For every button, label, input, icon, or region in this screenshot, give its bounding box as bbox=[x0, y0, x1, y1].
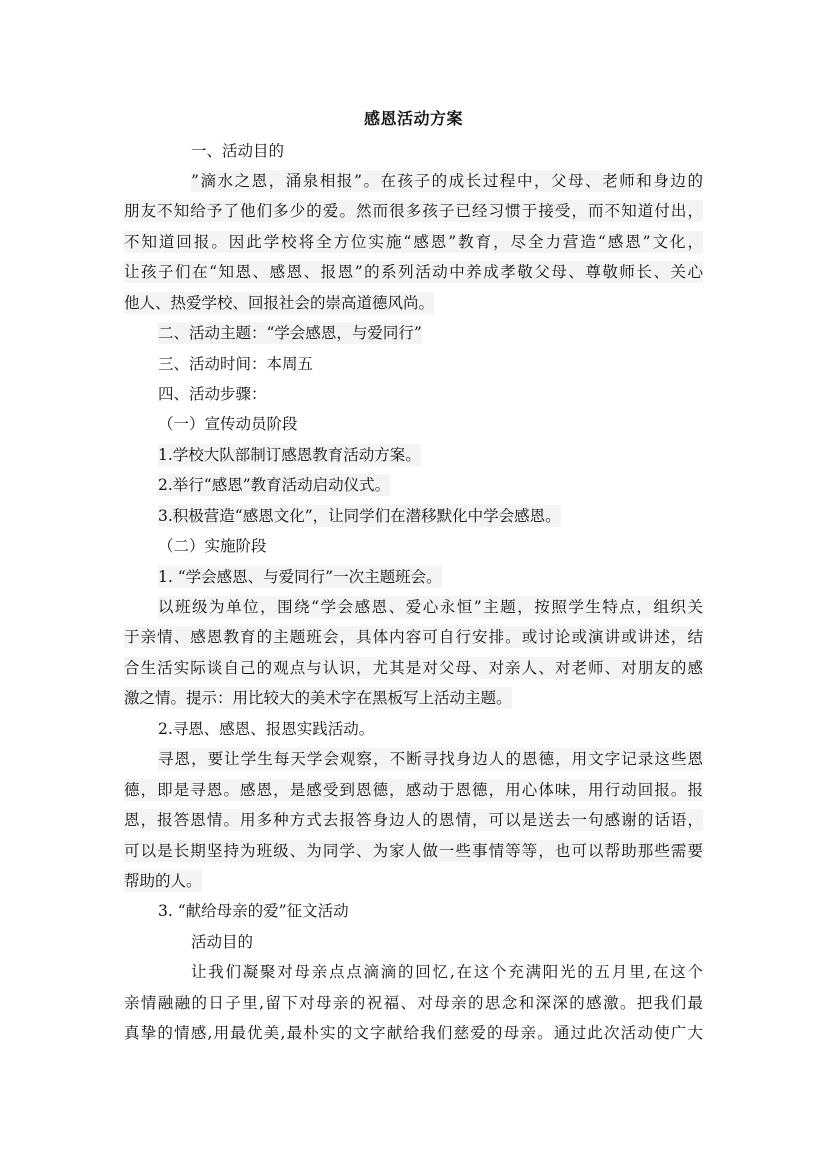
list-item: 2.举行“感恩”教育活动启动仪式。 bbox=[158, 476, 391, 494]
paragraph-line: ”滴水之恩，涌泉相报”。在孩子的成长过程中，父母、老师和身边的 bbox=[191, 172, 703, 190]
list-item: 2.寻恩、感恩、报恩实践活动。 bbox=[158, 720, 375, 738]
document-title: 感恩活动方案 bbox=[363, 109, 463, 128]
paragraph-line: 于亲情、感恩教育的主题班会，具体内容可自行安排。或讨论或演讲或讲述，结 bbox=[124, 628, 703, 646]
list-item: 3.积极营造“感恩文化”，让同学们在潜移默化中学会感恩。 bbox=[158, 507, 561, 525]
list-item: 1.学校大队部制订感恩教育活动方案。 bbox=[158, 446, 421, 464]
phase-heading-implementation: （二）实施阶段 bbox=[158, 537, 267, 555]
paragraph-line: 以班级为单位，围绕“学会感恩、爱心永恒”主题，按照学生特点，组织关 bbox=[158, 598, 703, 616]
paragraph-line: 真挚的情感,用最优美,最朴实的文字献给我们慈爱的母亲。通过此次活动使广大 bbox=[124, 1024, 703, 1042]
paragraph-line: 合生活实际谈自己的观点与认识，尤其是对父母、对亲人、对老师、对朋友的感 bbox=[124, 659, 703, 677]
phase-heading-publicity: （一）宣传动员阶段 bbox=[158, 415, 298, 433]
paragraph-line: 朋友不知给予了他们多少的爱。然而很多孩子已经习惯于接受，而不知道付出， bbox=[124, 202, 703, 220]
paragraph-line: 德，即是寻恩。感恩，是感受到恩德，感动于恩德，用心体味，用行动回报。报 bbox=[124, 781, 703, 799]
subheading-activity-purpose: 活动目的 bbox=[191, 933, 254, 951]
paragraph-line: 让我们凝聚对母亲点点滴滴的回忆,在这个充满阳光的五月里,在这个 bbox=[191, 963, 703, 981]
paragraph-line: 让孩子们在“知恩、感恩、报恩”的系列活动中养成孝敬父母、尊敬师长、关心 bbox=[124, 263, 703, 281]
paragraph-line: 恩，报答恩情。用多种方式去报答身边人的恩情，可以是送去一句感谢的话语， bbox=[124, 811, 703, 829]
paragraph-line: 帮助的人。 bbox=[124, 872, 202, 890]
section-heading-purpose: 一、活动目的 bbox=[191, 142, 285, 160]
section-heading-time: 三、活动时间：本周五 bbox=[158, 355, 314, 373]
paragraph-line: 不知道回报。因此学校将全方位实施“感恩”教育，尽全力营造“感恩”文化， bbox=[124, 233, 703, 251]
paragraph-line: 亲情融融的日子里,留下对母亲的祝福、对母亲的思念和深深的感激。把我们最 bbox=[124, 994, 703, 1012]
paragraph-line: 寻恩，要让学生每天学会观察，不断寻找身边人的恩德，用文字记录这些恩 bbox=[158, 750, 703, 768]
section-heading-steps: 四、活动步骤： bbox=[158, 385, 267, 403]
paragraph-line: 他人、热爱学校、回报社会的崇高道德风尚。 bbox=[124, 294, 435, 312]
section-heading-theme: 二、活动主题：“学会感恩，与爱同行” bbox=[158, 324, 422, 342]
list-item: 3. “献给母亲的爱”征文活动 bbox=[158, 902, 349, 920]
paragraph-line: 激之情。提示：用比较大的美术字在黑板写上活动主题。 bbox=[124, 689, 512, 707]
list-item: 1. “学会感恩、与爱同行”一次主题班会。 bbox=[158, 568, 442, 586]
paragraph-line: 可以是长期坚持为班级、为同学、为家人做一些事情等等，也可以帮助那些需要 bbox=[124, 842, 703, 860]
